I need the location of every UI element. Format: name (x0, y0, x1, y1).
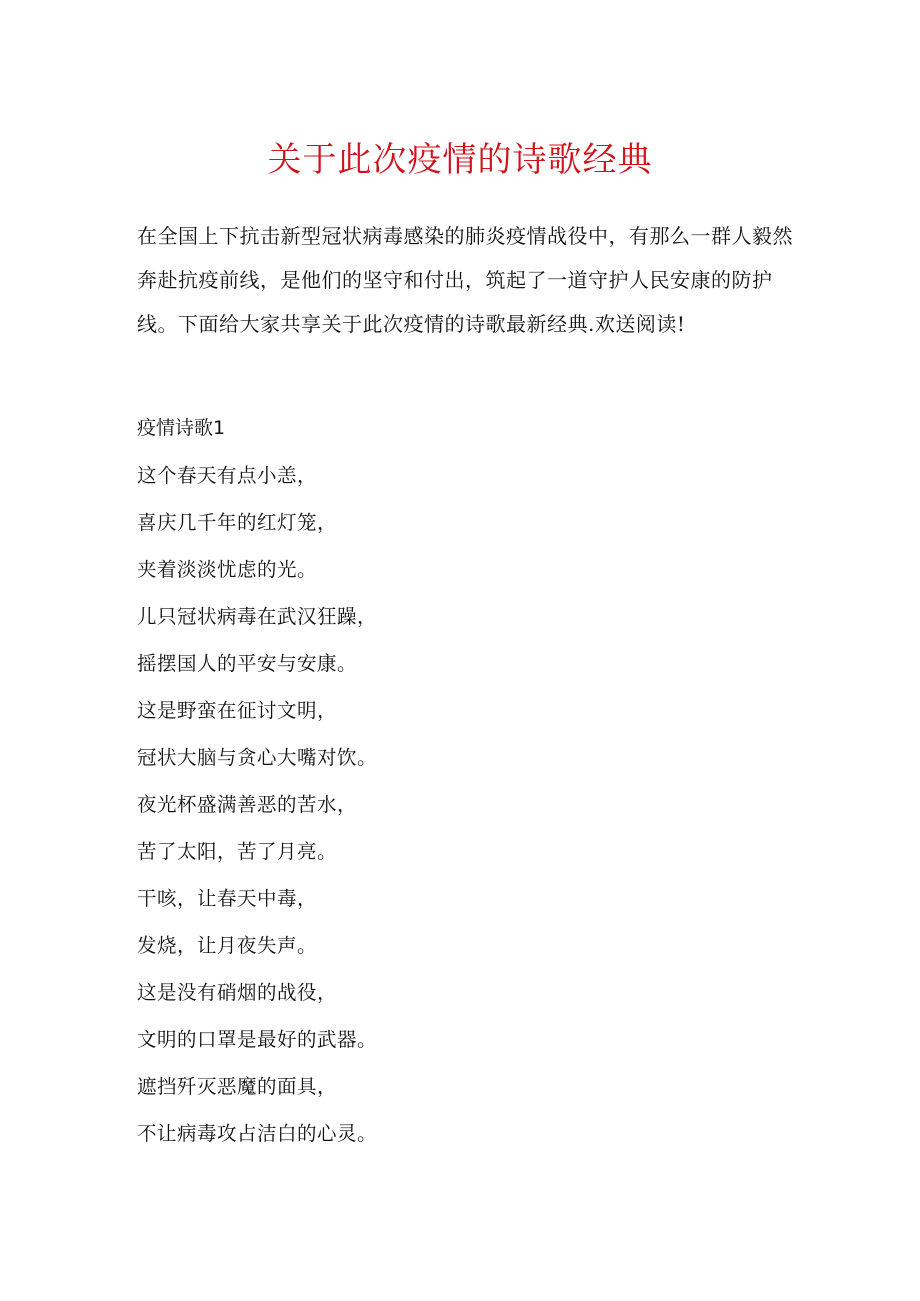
intro-paragraph (137, 214, 797, 346)
poem-line: 喜庆几千年的红灯笼， (137, 511, 338, 534)
poem-line: 这是没有硝烟的战役， (137, 981, 338, 1004)
poem-line: 这个春天有点小恙， (137, 464, 318, 487)
poem-line: 儿只冠状病毒在武汉狂躁， (137, 605, 378, 628)
poem-section (137, 405, 797, 1157)
poem-line: 文明的口罩是最好的武器。 (137, 1028, 378, 1051)
poem-line: 苦了太阳，苦了月亮。 (137, 840, 338, 863)
poem-line: 干咳，让春天中毒， (137, 887, 318, 910)
poem-line: 不让病毒攻占洁白的心灵。 (137, 1122, 378, 1145)
poem-line: 夹着淡淡忧虑的光。 (137, 558, 318, 581)
poem-heading: 疫情诗歌1 (137, 417, 226, 439)
poem-line: 夜光杯盛满善恶的苦水， (137, 793, 358, 816)
poem-line: 这是野蛮在征讨文明， (137, 699, 338, 722)
intro-line: 线。下面给大家共享关于此次疫情的诗歌最新经典.欢送阅读! (137, 312, 686, 336)
poem-line: 遮挡歼灭恶魔的面具， (137, 1075, 338, 1098)
poem-line: 冠状大脑与贪心大嘴对饮。 (137, 746, 378, 769)
page-title: 关于此次疫情的诗歌经典 (267, 140, 653, 180)
intro-line: 在全国上下抗击新型冠状病毒感染的肺炎疫情战役中，有那么一群人毅然 (137, 224, 793, 248)
poem-line: 发烧，让月夜失声。 (137, 934, 318, 957)
intro-line: 奔赴抗疫前线，是他们的坚守和付出，筑起了一道守护人民安康的防护 (137, 268, 773, 292)
poem-line: 摇摆国人的平安与安康。 (137, 652, 358, 675)
